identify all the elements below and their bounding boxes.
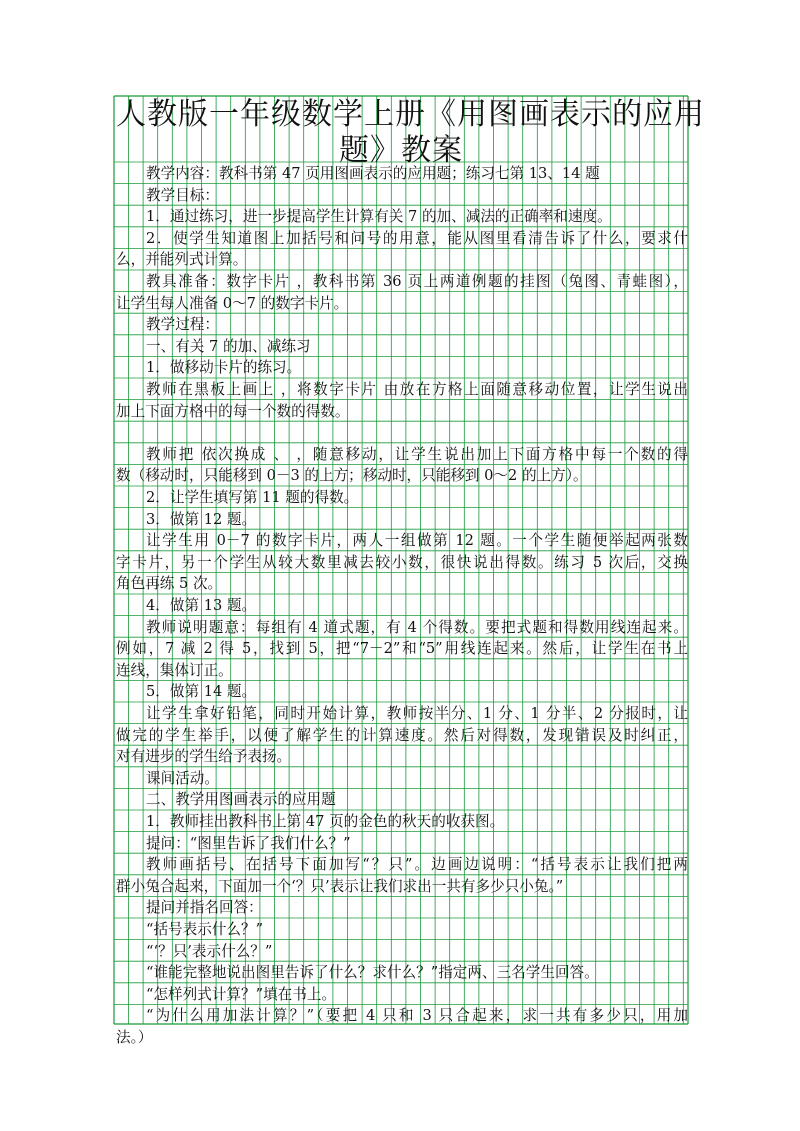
text-line: 二、教学用图画表示的应用题 [146,791,336,809]
text-line: 教学目标： [146,186,219,204]
text-line: 群小兔合起来，下面加一个‘？只’表示让我们求出一共有多少只小兔。” [116,877,564,895]
text-line: 让学生每人准备 0～7 的数字卡片。 [116,294,349,312]
text-line: 4．做第 13 题。 [146,597,257,614]
text-line: 2．让学生填写第 11 题的得数。 [146,489,359,506]
text-line: 2．使学生知道图上加括号和问号的用意，能从图里看清告诉了什么，要求什 [146,229,688,247]
text-line: 1．教师挂出教科书上第 47 页的金色的秋天的收获图。 [146,813,505,830]
text-line: 提问：“图里告诉了我们什么？” [146,834,351,852]
text-line: “为什么用加法计算？”（要把 4 只和 3 只合起来，求一共有多少只，用加 [146,1007,688,1025]
text-line: 让学生用 0－7 的数字卡片，两人一组做第 12 题。一个学生随便举起两张数 [146,532,688,550]
text-line: 1．做移动卡片的练习。 [146,359,302,377]
text-line: 一、有关 7 的加、减练习 [146,337,311,355]
text-line: 3．做第 12 题。 [146,510,257,528]
text-line: 字卡片，另一个学生从较大数里减去较小数，很快说出得数。练习 5 次后，交换 [116,553,688,571]
text-line: 课间活动。 [146,769,219,787]
text-line: 5．做第 14 题。 [146,683,257,701]
text-line: “谁能完整地说出图里告诉了什么？求什么？”指定两、三名学生回答。 [146,964,599,982]
text-line: 加上下面方格中的每一个数的得数。 [116,402,350,420]
text-line: 1．通过练习，进一步提高学生计算有关 7 的加、减法的正确率和速度。 [146,208,612,226]
text-line: 让学生拿好铅笔，同时开始计算，教师按半分、1 分、1 分半、2 分报时，让 [146,705,688,722]
text-line: 教具准备：数字卡片 ，教科书第 36 页上两道例题的挂图（兔图、青蛙图）， [146,273,688,290]
text-line: 么，并能列式计算。 [116,251,248,269]
text-line: 连线，集体订正。 [116,661,233,679]
text-line: 做完的学生举手，以便了解学生的计算速度。然后对得数，发现错误及时纠正， [116,726,688,744]
text-line: “怎样列式计算？”填在书上。 [146,985,337,1003]
text-line: 角色再练 5 次。 [116,575,223,593]
text-line: 数（移动时，只能移到 0－3 的上方；移动时，只能移到 0～2 的上方）。 [116,467,588,485]
text-line: 提问并指名回答： [146,899,263,917]
document-title-line-1: 人教版一年级数学上册《用图画表示的应用 [116,97,705,132]
text-line: 教学内容：教科书第 47 页用图画表示的应用题；练习七第 13、14 题 [146,165,600,182]
text-line: 对有进步的学生给予表扬。 [116,748,292,766]
text-line: “‘？只’表示什么？” [146,942,273,960]
text-line: 教师把 依次换成 、 ，随意移动，让学生说出加上下面方格中每一个数的得 [146,445,688,463]
text-line: 教师说明题意：每组有 4 道式题，有 4 个得数。要把式题和得数用线连起来。 [146,618,688,636]
text-line: 教学过程： [146,316,219,334]
text-line: 教师画括号、在括号下面加写“？只”。边画边说明：“括号表示让我们把两 [146,856,688,874]
text-line: 法。） [116,1029,153,1046]
text-line: “括号表示什么？” [146,921,264,938]
text-line: 教师在黑板上画上 ，将数字卡片 由放在方格上面随意移动位置，让学生说出 [146,381,688,398]
text-line: 例如，7 减 2 得 5，找到 5，把“7－2”和“5”用线连起来。然后，让学生在书上 [116,640,688,658]
document-title-line-2: 题》教案 [339,133,463,168]
